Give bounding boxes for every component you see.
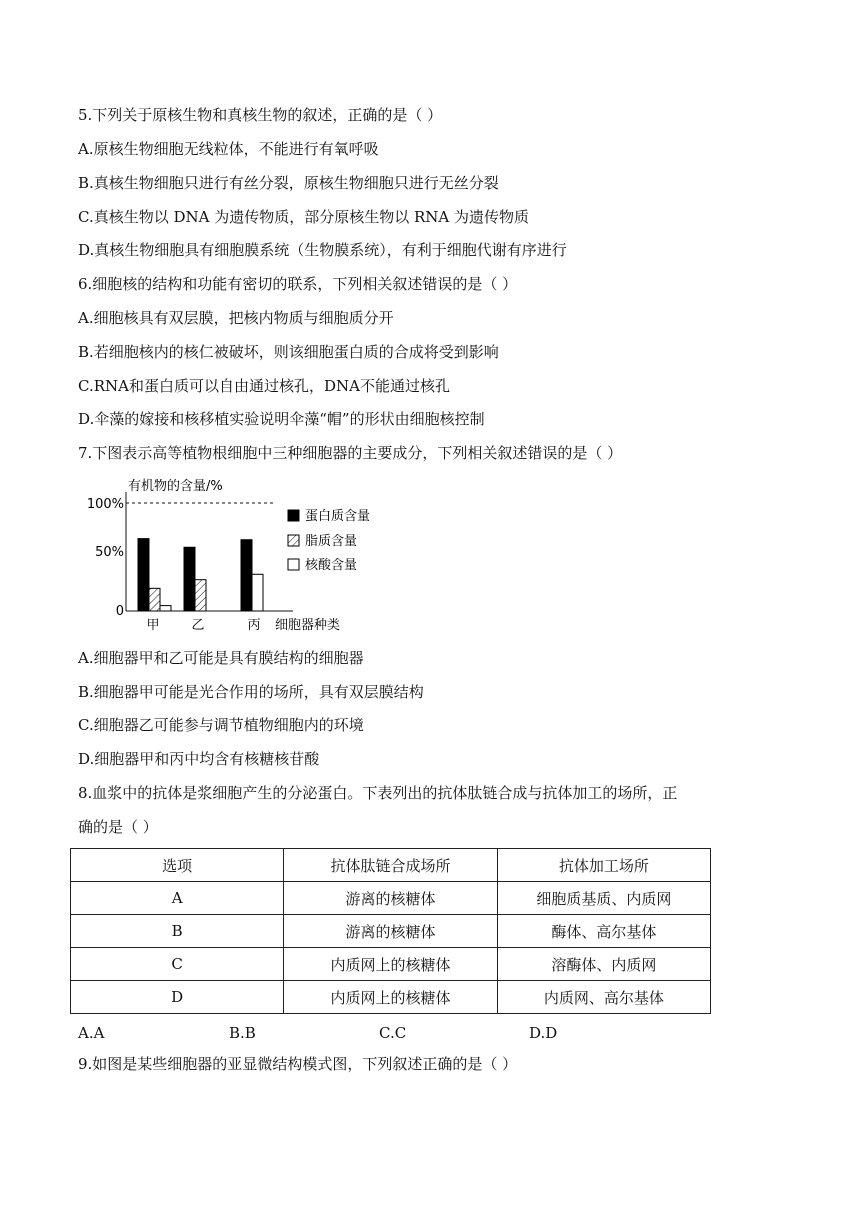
q7-option-c: C.细胞器乙可能参与调节植物细胞内的环境 — [78, 716, 364, 734]
table-cell: 细胞质基质、内质网 — [497, 882, 710, 915]
legend-swatch-protein — [288, 510, 299, 521]
bar-nucleic-1 — [160, 606, 171, 611]
x-axis-label: 细胞器种类 — [275, 618, 341, 633]
q9-stem: 9.如图是某些细胞器的亚显微结构模式图，下列叙述正确的是（ ） — [78, 1055, 518, 1073]
q8-option-c: C.C — [379, 1024, 407, 1042]
table-cell: 溶酶体、内质网 — [497, 948, 710, 981]
table-cell: 内质网、高尔基体 — [497, 981, 710, 1014]
table-cell: D — [71, 981, 284, 1014]
q7-option-a: A.细胞器甲和乙可能是具有膜结构的细胞器 — [78, 649, 364, 667]
header-option: 选项 — [71, 849, 284, 882]
bar-nucleic-3 — [252, 574, 263, 611]
bar-lipid-2 — [195, 580, 206, 611]
organelle-composition-chart — [78, 470, 418, 640]
x-tick-jia: 甲 — [146, 618, 160, 633]
q5-option-c: C.真核生物以 DNA 为遗传物质，部分原核生物以 RNA 为遗传物质 — [78, 208, 530, 226]
q8-option-a: A.A — [78, 1024, 105, 1042]
q5-option-a: A.原核生物细胞无线粒体，不能进行有氧呼吸 — [78, 140, 379, 158]
q6-option-d: D.伞藻的嫁接和核移植实验说明伞藻“帽”的形状由细胞核控制 — [78, 410, 485, 428]
q7-stem: 7.下图表示高等植物根细胞中三种细胞器的主要成分，下列相关叙述错误的是（ ） — [78, 444, 623, 462]
legend-swatch-nucleic — [288, 559, 299, 570]
table-header-row — [71, 849, 711, 882]
y-tick-50: 50% — [95, 545, 124, 560]
q6-option-b: B.若细胞核内的核仁被破坏，则该细胞蛋白质的合成将受到影响 — [78, 343, 499, 361]
bar-protein-1 — [138, 539, 149, 611]
table-cell: A — [71, 882, 284, 915]
legend-label-nucleic: 核酸含量 — [305, 558, 358, 573]
q7-option-b: B.细胞器甲可能是光合作用的场所，具有双层膜结构 — [78, 683, 424, 701]
legend-swatch-lipid — [288, 535, 299, 546]
legend-label-protein: 蛋白质含量 — [305, 509, 371, 524]
q5-option-b: B.真核生物细胞只进行有丝分裂，原核生物细胞只进行无丝分裂 — [78, 174, 499, 192]
q8-option-b: B.B — [229, 1024, 256, 1042]
q6-option-a: A.细胞核具有双层膜，把核内物质与细胞质分开 — [78, 309, 394, 327]
table-cell: C — [71, 948, 284, 981]
table-cell: 酶体、高尔基体 — [497, 915, 710, 948]
q6-stem: 6.细胞核的结构和功能有密切的联系，下列相关叙述错误的是（ ） — [78, 275, 518, 293]
q8-stem-line1: 8.血浆中的抗体是浆细胞产生的分泌蛋白。下表列出的抗体肽链合成与抗体加工的场所，正 — [78, 784, 678, 802]
table-cell: 游离的核糖体 — [284, 915, 497, 948]
table-cell: B — [71, 915, 284, 948]
bar-lipid-1 — [149, 588, 160, 611]
table-row — [71, 981, 711, 1014]
bar-protein-2 — [184, 547, 195, 611]
table-row — [71, 948, 711, 981]
q6-option-c: C.RNA和蛋白质可以自由通过核孔，DNA不能通过核孔 — [78, 377, 450, 395]
x-tick-bing: 丙 — [247, 618, 261, 633]
bars-group — [138, 539, 263, 611]
q8-table — [70, 848, 711, 1014]
q5-stem: 5.下列关于原核生物和真核生物的叙述，正确的是（ ） — [78, 106, 443, 124]
y-axis-label: 有机物的含量/% — [128, 479, 223, 494]
legend-label-lipid: 脂质含量 — [305, 534, 358, 549]
table-cell: 内质网上的核糖体 — [284, 948, 497, 981]
bar-protein-3 — [241, 540, 252, 611]
header-synthesis-site: 抗体肽链合成场所 — [284, 849, 497, 882]
x-tick-yi: 乙 — [191, 618, 205, 633]
q5-option-d: D.真核生物细胞具有细胞膜系统（生物膜系统），有利于细胞代谢有序进行 — [78, 241, 567, 259]
q8-option-d: D.D — [529, 1024, 558, 1042]
y-tick-100: 100% — [86, 497, 124, 512]
table-cell: 内质网上的核糖体 — [284, 981, 497, 1014]
q7-option-d: D.细胞器甲和丙中均含有核糖核苷酸 — [78, 750, 320, 768]
header-processing-site: 抗体加工场所 — [497, 849, 710, 882]
table-row — [71, 915, 711, 948]
table-cell: 游离的核糖体 — [284, 882, 497, 915]
q8-stem-line2: 确的是（ ） — [78, 818, 158, 836]
table-row — [71, 882, 711, 915]
y-tick-0: 0 — [115, 604, 124, 619]
q8-options — [78, 1023, 718, 1043]
